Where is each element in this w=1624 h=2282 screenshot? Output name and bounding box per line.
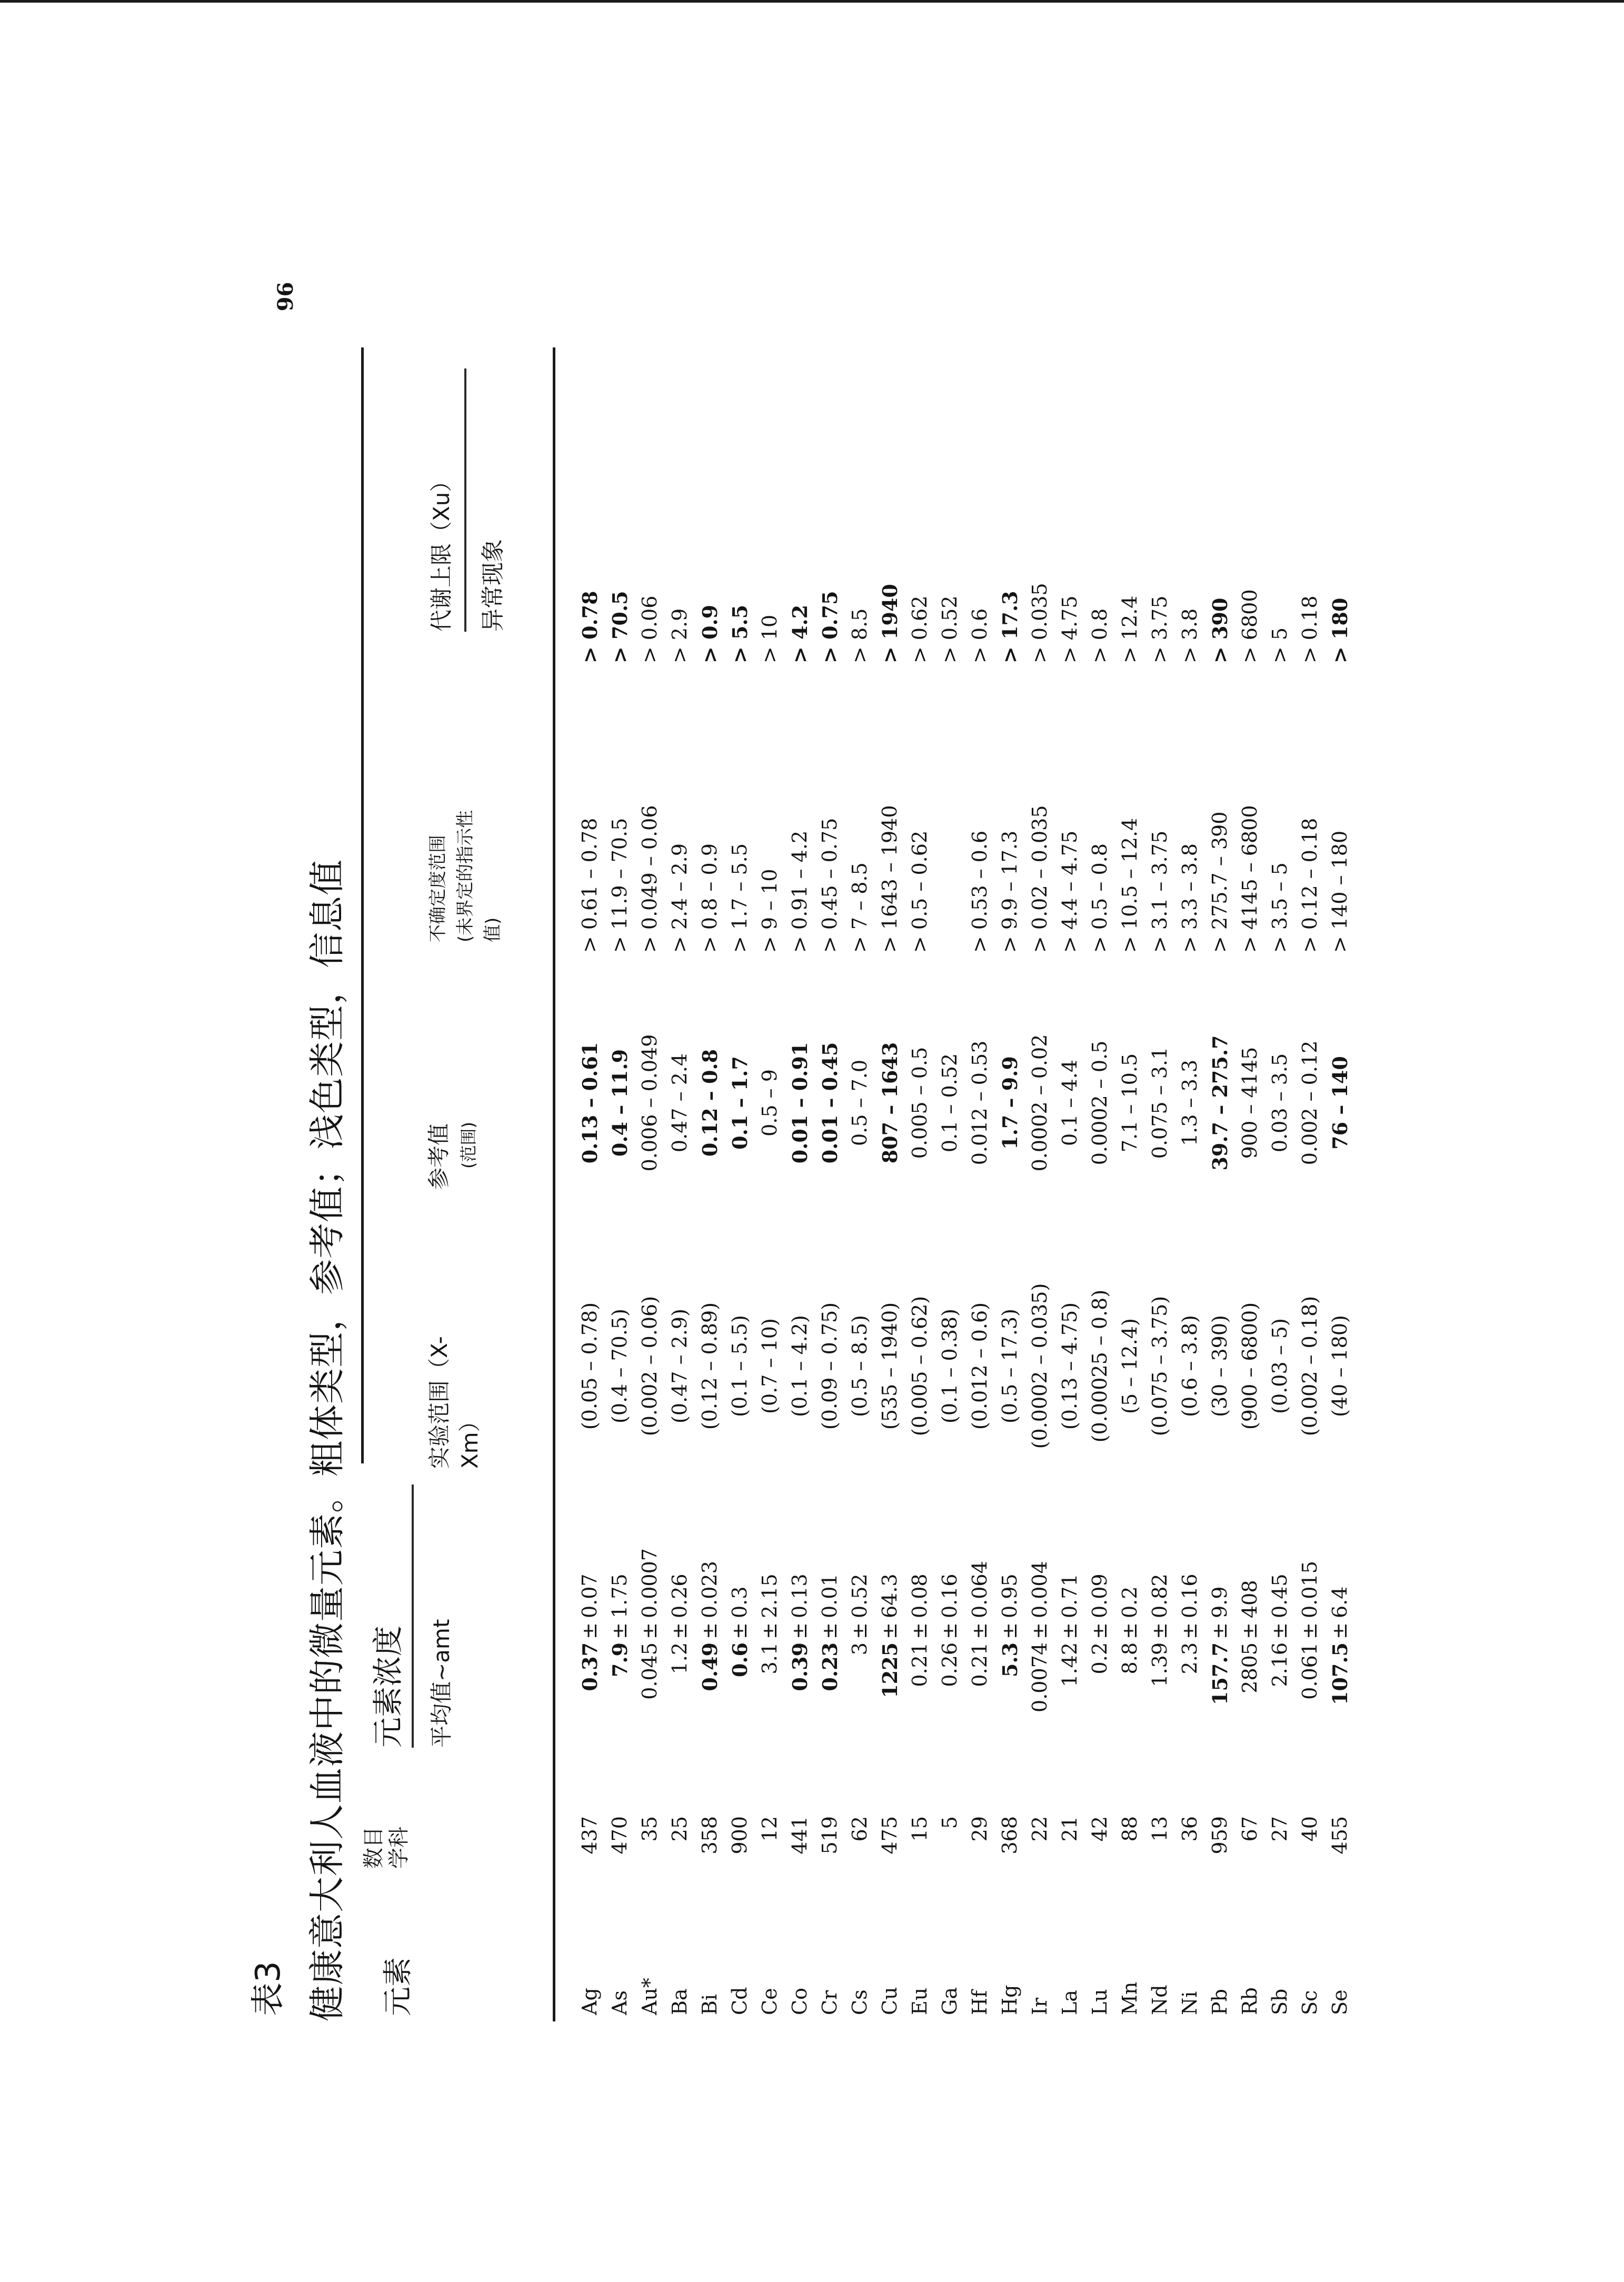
- header-uncertain-line3: 值): [482, 917, 503, 942]
- cell-plus-minus: ±: [1328, 1622, 1351, 1639]
- cell-element: Bi: [698, 1994, 721, 2015]
- cell-mean: 2805: [1238, 1642, 1261, 1693]
- table-title: 健康意大利人血液中的微量元素。粗体类型，参考值；浅色类型，信息值: [307, 859, 348, 2021]
- cell-metabolic-limit: > 0.62: [908, 595, 931, 663]
- cell-reference-range: 0.012 – 0.53: [968, 1040, 991, 1165]
- cell-element: Ni: [1178, 1991, 1201, 2015]
- cell-mean: 1.2: [668, 1642, 691, 1675]
- cell-reference-range: 7.1 – 10.5: [1118, 1053, 1141, 1153]
- cell-mean: 107.5: [1328, 1642, 1352, 1705]
- cell-reference-range: 0.0002 – 0.5: [1088, 1040, 1111, 1165]
- cell-uncertain-range: > 1643 – 1940: [878, 805, 901, 953]
- cell-element: Au*: [638, 1978, 661, 2015]
- cell-sd: 0.26: [668, 1573, 691, 1618]
- cell-mean: 1.42: [1058, 1642, 1081, 1687]
- table-row: [1204, 347, 1236, 2021]
- cell-plus-minus: ±: [938, 1622, 961, 1639]
- cell-uncertain-range: > 0.61 – 0.78: [578, 818, 601, 953]
- cell-element: Ir: [1028, 1997, 1051, 2015]
- cell-uncertain-range: > 0.02 – 0.035: [1028, 805, 1051, 953]
- cell-mean: 2.16: [1268, 1642, 1291, 1687]
- cell-plus-minus: ±: [848, 1622, 871, 1639]
- cell-sd: 0.07: [578, 1573, 601, 1618]
- cell-count: 25: [668, 1816, 691, 1842]
- cell-reference-range: 0.005 – 0.5: [908, 1047, 931, 1159]
- cell-metabolic-limit: > 0.52: [938, 595, 961, 663]
- cell-count: 12: [758, 1816, 781, 1842]
- cell-element: As: [608, 1990, 631, 2015]
- metabolic-rule: [464, 368, 466, 632]
- cell-uncertain-range: > 7 – 8.5: [848, 862, 871, 953]
- cell-sd: 0.064: [968, 1561, 991, 1618]
- cell-mean: 5.3: [998, 1642, 1022, 1678]
- cell-plus-minus: ±: [1238, 1622, 1261, 1639]
- header-experimental-line2: Xm）: [457, 1410, 483, 1469]
- cell-element: Cr: [818, 1990, 841, 2015]
- cell-uncertain-range: > 0.8 – 0.9: [698, 843, 721, 953]
- cell-plus-minus: ±: [968, 1622, 991, 1639]
- table-row: [1324, 347, 1356, 2021]
- cell-count: 15: [908, 1816, 931, 1842]
- cell-plus-minus: ±: [698, 1622, 721, 1639]
- cell-reference-range: 1.3 – 3.3: [1178, 1059, 1201, 1147]
- cell-count: 67: [1238, 1816, 1261, 1842]
- cell-count: 358: [698, 1816, 721, 1855]
- cell-reference-range: 0.01 – 0.45: [818, 1042, 842, 1164]
- table-row: [904, 347, 936, 2021]
- cell-reference-range: 0.006 – 0.049: [638, 1034, 661, 1172]
- cell-plus-minus: ±: [638, 1622, 661, 1639]
- cell-metabolic-limit: > 0.18: [1298, 595, 1321, 663]
- table-body: [574, 347, 1363, 2021]
- cell-experimental-range: (40 – 180): [1328, 1315, 1351, 1417]
- cell-reference-range: 0.1 – 0.52: [938, 1053, 961, 1153]
- cell-experimental-range: (0.1 – 5.5): [728, 1315, 751, 1417]
- cell-reference-range: 0.4 – 11.9: [608, 1049, 632, 1157]
- cell-experimental-range: (0.09 – 0.75): [818, 1302, 841, 1430]
- cell-reference-range: 900 – 4145: [1238, 1047, 1261, 1159]
- cell-sd: 0.0007: [638, 1548, 661, 1618]
- cell-experimental-range: (0.4 – 70.5): [608, 1309, 631, 1423]
- cell-plus-minus: ±: [608, 1622, 631, 1639]
- table-row: [1054, 347, 1086, 2021]
- cell-metabolic-limit: > 180: [1328, 597, 1352, 663]
- cell-count: 29: [968, 1816, 991, 1842]
- cell-mean: 7.9: [608, 1642, 632, 1678]
- cell-reference-range: 0.03 – 3.5: [1268, 1053, 1291, 1153]
- cell-metabolic-limit: > 0.75: [818, 591, 842, 663]
- cell-plus-minus: ±: [788, 1622, 811, 1639]
- cell-element: Hf: [968, 1990, 991, 2015]
- title-rule: [361, 347, 364, 1463]
- cell-reference-range: 0.5 – 9: [758, 1069, 781, 1137]
- cell-count: 42: [1088, 1816, 1111, 1842]
- cell-mean: 0.21: [908, 1642, 931, 1687]
- cell-metabolic-limit: > 0.8: [1088, 608, 1111, 663]
- cell-reference-range: 0.5 – 7.0: [848, 1059, 871, 1147]
- cell-metabolic-limit: > 3.75: [1148, 595, 1171, 663]
- cell-plus-minus: ±: [1028, 1622, 1051, 1639]
- cell-plus-minus: ±: [818, 1622, 841, 1639]
- header-uncertain-line2: (未界定的指示性: [455, 810, 476, 942]
- cell-element: Sb: [1268, 1988, 1291, 2015]
- header-reference-label: 参考值: [426, 1123, 452, 1190]
- cell-metabolic-limit: > 10: [758, 614, 781, 663]
- cell-metabolic-limit: > 390: [1208, 597, 1232, 663]
- cell-experimental-range: (0.002 – 0.18): [1298, 1296, 1321, 1437]
- cell-uncertain-range: > 0.45 – 0.75: [818, 818, 841, 953]
- cell-experimental-range: (0.6 – 3.8): [1178, 1315, 1201, 1417]
- cell-sd: 0.95: [998, 1573, 1021, 1618]
- cell-sd: 0.82: [1148, 1573, 1171, 1618]
- cell-experimental-range: (0.47 – 2.9): [668, 1309, 691, 1423]
- cell-plus-minus: ±: [1118, 1622, 1141, 1639]
- header-count-label: 数目: [362, 1827, 386, 1869]
- cell-metabolic-limit: > 12.4: [1118, 595, 1141, 663]
- cell-mean: 1225: [878, 1642, 902, 1698]
- cell-uncertain-range: > 0.049 – 0.06: [638, 805, 661, 953]
- cell-element: Cd: [728, 1987, 751, 2015]
- cell-sd: 0.16: [938, 1573, 961, 1618]
- cell-reference-range: 0.075 – 3.1: [1148, 1047, 1171, 1159]
- cell-plus-minus: ±: [998, 1622, 1021, 1639]
- cell-reference-range: 1.7 – 9.9: [998, 1056, 1022, 1150]
- cell-metabolic-limit: > 5.5: [728, 604, 752, 663]
- cell-uncertain-range: > 3.3 – 3.8: [1178, 843, 1201, 953]
- header-count: [361, 1827, 412, 1869]
- cell-metabolic-limit: > 4.2: [788, 604, 812, 663]
- concentration-rule: [412, 1484, 414, 1748]
- cell-sd: 1.75: [608, 1573, 631, 1618]
- cell-metabolic-limit: > 5: [1268, 627, 1291, 663]
- cell-experimental-range: (0.5 – 17.3): [998, 1309, 1021, 1423]
- cell-mean: 0.045: [638, 1642, 661, 1700]
- cell-mean: 3.1: [758, 1642, 781, 1675]
- cell-count: 36: [1178, 1816, 1201, 1842]
- table-row: [604, 347, 636, 2021]
- cell-sd: 0.004: [1028, 1561, 1051, 1618]
- cell-mean: 0.2: [1088, 1642, 1111, 1675]
- cell-count: 475: [878, 1816, 901, 1855]
- table-row: [1084, 347, 1116, 2021]
- cell-count: 470: [608, 1816, 631, 1855]
- cell-reference-range: 0.002 – 0.12: [1298, 1040, 1321, 1165]
- cell-element: Mn: [1118, 1981, 1141, 2015]
- cell-plus-minus: ±: [758, 1622, 781, 1639]
- top-border-rule: [0, 0, 1624, 3]
- cell-uncertain-range: > 140 – 180: [1328, 830, 1351, 953]
- cell-element: Lu: [1088, 1989, 1111, 2015]
- cell-count: 13: [1148, 1816, 1171, 1842]
- cell-reference-range: 0.01 – 0.91: [788, 1042, 812, 1164]
- table-row: [1294, 347, 1326, 2021]
- rotated-table-page: [237, 347, 1363, 2021]
- cell-mean: 0.26: [938, 1642, 961, 1687]
- cell-uncertain-range: > 3.1 – 3.75: [1148, 830, 1171, 953]
- cell-element: Cu: [878, 1987, 901, 2015]
- table-row: [694, 347, 726, 2021]
- cell-sd: 0.08: [908, 1573, 931, 1618]
- cell-mean: 2.3: [1178, 1642, 1201, 1675]
- cell-metabolic-limit: > 0.035: [1028, 583, 1051, 663]
- cell-sd: 9.9: [1208, 1586, 1231, 1618]
- header-concentration: 元素浓度: [370, 1625, 406, 1748]
- cell-uncertain-range: > 2.4 – 2.9: [668, 843, 691, 953]
- cell-experimental-range: (0.03 – 5): [1268, 1318, 1291, 1414]
- cell-mean: 3: [848, 1642, 871, 1656]
- cell-uncertain-range: > 4145 – 6800: [1238, 805, 1261, 953]
- cell-mean: 0.061: [1298, 1642, 1321, 1700]
- cell-plus-minus: ±: [668, 1622, 691, 1639]
- cell-metabolic-limit: > 0.9: [698, 604, 722, 663]
- cell-count: 959: [1208, 1816, 1231, 1855]
- table-row: [964, 347, 996, 2021]
- table-row: [724, 347, 756, 2021]
- cell-element: Pb: [1208, 1989, 1231, 2015]
- table-row: [574, 347, 606, 2021]
- cell-plus-minus: ±: [1178, 1622, 1201, 1639]
- cell-uncertain-range: > 4.4 – 4.75: [1058, 830, 1081, 953]
- header-uncertain-range: [424, 810, 506, 942]
- cell-uncertain-range: > 3.5 – 5: [1268, 862, 1291, 953]
- header-mean: 平均值~amt: [429, 1619, 454, 1748]
- cell-reference-range: 0.12 – 0.8: [698, 1049, 722, 1157]
- cell-reference-range: 39.7 – 275.7: [1208, 1035, 1232, 1171]
- table-row: [874, 347, 906, 2021]
- header-rule: [553, 347, 555, 2021]
- cell-element: Rb: [1238, 1987, 1261, 2015]
- cell-count: 62: [848, 1816, 871, 1842]
- cell-count: 900: [728, 1816, 751, 1855]
- header-reference-sub: (范围): [459, 1122, 479, 1169]
- cell-count: 40: [1298, 1816, 1321, 1842]
- cell-reference-range: 807 – 1643: [878, 1042, 902, 1164]
- cell-experimental-range: (0.05 – 0.78): [578, 1302, 601, 1430]
- cell-reference-range: 0.0002 – 0.02: [1028, 1034, 1051, 1172]
- cell-element: Cs: [848, 1989, 871, 2015]
- cell-element: La: [1058, 1990, 1081, 2015]
- cell-plus-minus: ±: [578, 1622, 601, 1639]
- page-number: 96: [272, 282, 297, 312]
- cell-element: Co: [788, 1988, 811, 2015]
- cell-element: Hg: [998, 1985, 1021, 2015]
- table-row: [754, 347, 786, 2021]
- cell-sd: 0.2: [1118, 1586, 1141, 1618]
- cell-uncertain-range: > 9 – 10: [758, 869, 781, 953]
- cell-mean: 157.7: [1208, 1642, 1232, 1705]
- cell-experimental-range: (0.0002 – 0.035): [1028, 1283, 1051, 1449]
- cell-mean: 8.8: [1118, 1642, 1141, 1675]
- cell-sd: 408: [1238, 1580, 1261, 1618]
- cell-reference-range: 0.1 – 4.4: [1058, 1059, 1081, 1147]
- cell-experimental-range: (0.012 – 0.6): [968, 1302, 991, 1430]
- table-row: [844, 347, 876, 2021]
- cell-plus-minus: ±: [908, 1622, 931, 1639]
- cell-reference-range: 76 – 140: [1328, 1056, 1352, 1150]
- header-metabolic-limit: 代谢上限（Xu）: [429, 470, 454, 632]
- cell-experimental-range: (0.5 – 8.5): [848, 1315, 871, 1417]
- cell-plus-minus: ±: [878, 1622, 901, 1639]
- cell-sd: 0.13: [788, 1573, 811, 1618]
- cell-experimental-range: (900 – 6800): [1238, 1302, 1261, 1430]
- cell-metabolic-limit: > 2.9: [668, 608, 691, 663]
- cell-mean: 0.39: [788, 1642, 812, 1691]
- cell-metabolic-limit: > 6800: [1238, 589, 1261, 663]
- cell-experimental-range: (0.002 – 0.06): [638, 1296, 661, 1437]
- cell-mean: 0.23: [818, 1642, 842, 1691]
- cell-count: 5: [938, 1816, 961, 1829]
- cell-plus-minus: ±: [1148, 1622, 1171, 1639]
- cell-sd: 0.015: [1298, 1561, 1321, 1618]
- cell-experimental-range: (0.7 – 10): [758, 1318, 781, 1414]
- cell-metabolic-limit: > 3.8: [1178, 608, 1201, 663]
- cell-sd: 0.71: [1058, 1573, 1081, 1618]
- header-experimental-range: [424, 1336, 485, 1469]
- cell-experimental-range: (0.075 – 3.75): [1148, 1296, 1171, 1437]
- cell-element: Ce: [758, 1988, 781, 2015]
- cell-uncertain-range: > 275.7 – 390: [1208, 811, 1231, 953]
- cell-mean: 0.6: [728, 1642, 752, 1678]
- table-row: [1144, 347, 1176, 2021]
- cell-plus-minus: ±: [728, 1622, 751, 1639]
- cell-uncertain-range: > 10.5 – 12.4: [1118, 818, 1141, 953]
- cell-element: Ga: [938, 1987, 961, 2015]
- cell-reference-range: 0.1 – 1.7: [728, 1056, 752, 1150]
- cell-plus-minus: ±: [1088, 1622, 1111, 1639]
- cell-count: 368: [998, 1816, 1021, 1855]
- cell-sd: 0.023: [698, 1561, 721, 1618]
- cell-uncertain-range: > 11.9 – 70.5: [608, 818, 631, 953]
- header-uncertain-line1: 不确定度范围: [427, 835, 449, 942]
- cell-sd: 0.45: [1268, 1573, 1291, 1618]
- cell-metabolic-limit: > 70.5: [608, 591, 632, 663]
- cell-uncertain-range: > 0.5 – 0.62: [908, 830, 931, 953]
- cell-reference-range: 0.13 – 0.61: [578, 1042, 602, 1164]
- cell-mean: 1.39: [1148, 1642, 1171, 1687]
- cell-experimental-range: (0.005 – 0.62): [908, 1296, 931, 1437]
- cell-sd: 6.4: [1328, 1586, 1351, 1618]
- table-row: [634, 347, 666, 2021]
- cell-uncertain-range: > 1.7 – 5.5: [728, 843, 751, 953]
- cell-metabolic-limit: > 1940: [878, 584, 902, 663]
- header-anomaly: 异常现象: [480, 539, 506, 632]
- cell-element: Ba: [668, 1988, 691, 2015]
- cell-sd: 0.01: [818, 1573, 841, 1618]
- cell-sd: 0.16: [1178, 1573, 1201, 1618]
- cell-experimental-range: (0.00025 – 0.8): [1088, 1289, 1111, 1443]
- cell-sd: 2.15: [758, 1573, 781, 1618]
- table-row: [1024, 347, 1056, 2021]
- table-row: [1264, 347, 1296, 2021]
- table-row: [814, 347, 846, 2021]
- cell-count: 35: [638, 1816, 661, 1842]
- cell-uncertain-range: > 0.91 – 4.2: [788, 830, 811, 953]
- cell-plus-minus: ±: [1058, 1622, 1081, 1639]
- cell-sd: 0.09: [1088, 1573, 1111, 1618]
- table-label: 表3: [249, 1961, 288, 2016]
- cell-count: 455: [1328, 1816, 1351, 1855]
- cell-mean: 0.37: [578, 1642, 602, 1691]
- cell-count: 441: [788, 1816, 811, 1855]
- cell-metabolic-limit: > 4.75: [1058, 595, 1081, 663]
- cell-sd: 0.3: [728, 1586, 751, 1618]
- cell-experimental-range: (5 – 12.4): [1118, 1318, 1141, 1414]
- cell-element: Sc: [1298, 1990, 1321, 2015]
- table-row: [784, 347, 816, 2021]
- cell-experimental-range: (535 – 1940): [878, 1302, 901, 1430]
- cell-sd: 0.52: [848, 1573, 871, 1618]
- cell-count: 27: [1268, 1816, 1291, 1842]
- header-count-sub: 学科: [387, 1827, 411, 1869]
- cell-count: 437: [578, 1816, 601, 1855]
- cell-uncertain-range: > 0.5 – 0.8: [1088, 843, 1111, 953]
- cell-element: Se: [1328, 1989, 1351, 2015]
- cell-plus-minus: ±: [1298, 1622, 1321, 1639]
- cell-metabolic-limit: > 17.3: [998, 591, 1022, 663]
- cell-sd: 64.3: [878, 1573, 901, 1618]
- table-row: [994, 347, 1026, 2021]
- cell-element: Nd: [1148, 1985, 1171, 2015]
- cell-uncertain-range: > 9.9 – 17.3: [998, 830, 1021, 953]
- cell-uncertain-range: > 0.53 – 0.6: [968, 830, 991, 953]
- table-row: [664, 347, 696, 2021]
- cell-experimental-range: (0.13 – 4.75): [1058, 1302, 1081, 1430]
- cell-metabolic-limit: > 0.6: [968, 608, 991, 663]
- cell-reference-range: 0.47 – 2.4: [668, 1053, 691, 1153]
- cell-experimental-range: (30 – 390): [1208, 1315, 1231, 1417]
- cell-metabolic-limit: > 0.78: [578, 591, 602, 663]
- cell-plus-minus: ±: [1208, 1622, 1231, 1639]
- cell-experimental-range: (0.1 – 4.2): [788, 1315, 811, 1417]
- cell-experimental-range: (0.1 – 0.38): [938, 1309, 961, 1423]
- header-element: 元素: [381, 1957, 415, 2016]
- cell-count: 519: [818, 1816, 841, 1855]
- cell-count: 22: [1028, 1816, 1051, 1842]
- cell-metabolic-limit: > 0.06: [638, 595, 661, 663]
- header-experimental-line1: 实验范围（X-: [426, 1336, 452, 1469]
- cell-element: Ag: [578, 1988, 601, 2015]
- cell-count: 21: [1058, 1816, 1081, 1842]
- cell-mean: 0.0074: [1028, 1642, 1051, 1712]
- cell-element: Eu: [908, 1987, 931, 2015]
- cell-metabolic-limit: > 8.5: [848, 608, 871, 663]
- cell-mean: 0.21: [968, 1642, 991, 1687]
- cell-uncertain-range: > 0.12 – 0.18: [1298, 818, 1321, 953]
- header-reference: [424, 1122, 483, 1190]
- table-row: [1234, 347, 1266, 2021]
- table-row: [1174, 347, 1206, 2021]
- table-row: [934, 347, 966, 2021]
- cell-experimental-range: (0.12 – 0.89): [698, 1302, 721, 1430]
- cell-mean: 0.49: [698, 1642, 722, 1691]
- table-row: [1114, 347, 1146, 2021]
- cell-count: 88: [1118, 1816, 1141, 1842]
- cell-plus-minus: ±: [1268, 1622, 1291, 1639]
